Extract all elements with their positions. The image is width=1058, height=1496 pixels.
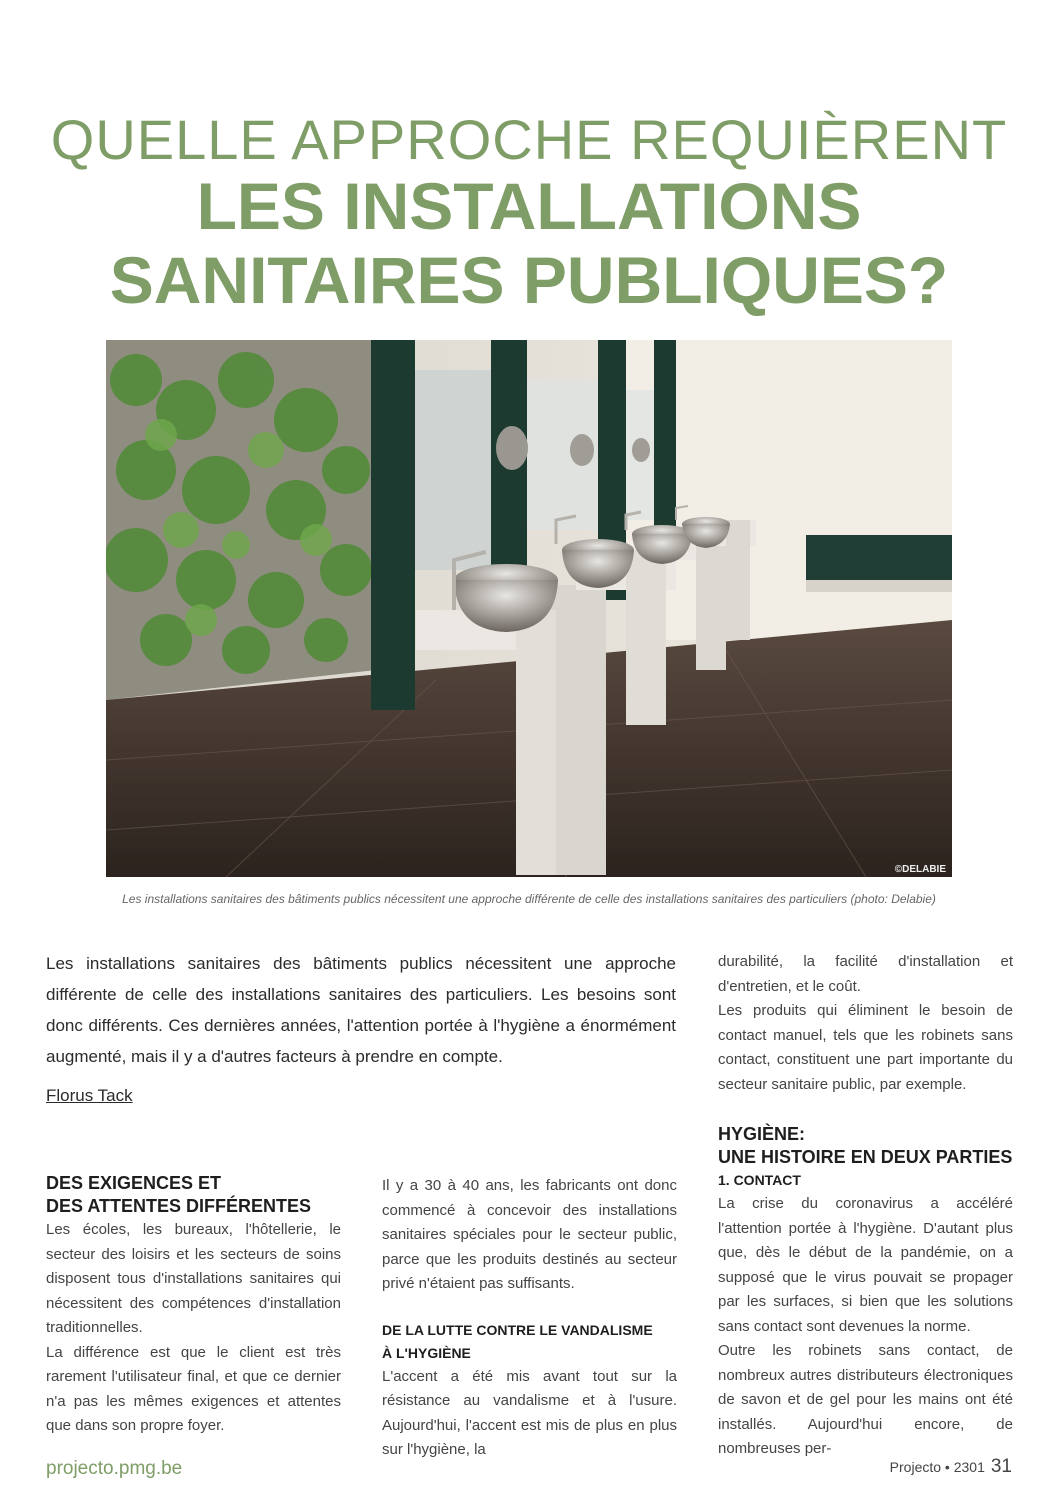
section-heading-line-1: HYGIÈNE: bbox=[718, 1124, 806, 1144]
page-footer bbox=[890, 1456, 1012, 1478]
article-intro: Les installations sanitaires des bâtiments publics nécessitent une approche différente de celle des installations sanitaires des particuliers. Les besoins sont donc différents. Ces dernières années, l'attention portée à l'hygiène a énormément augmenté, mais il y a d'autres facteurs à prendre en compte. bbox=[46, 954, 676, 1066]
title-line-2: LES INSTALLATIONS bbox=[196, 169, 862, 243]
subheading-line-1: DE LA LUTTE CONTRE LE VANDALISME bbox=[382, 1321, 653, 1338]
paragraph: La crise du coronavirus a accéléré l'attention portée à l'hygiène. D'autant plus que, dès le début de la pandémie, on a supposé que le virus pouvait se propager par les surfaces, si bien que les solutions sans contact sont devenues la norme. bbox=[718, 1195, 1013, 1335]
paragraph: L'accent a été mis avant tout sur la résistance au vandalisme et à l'usure. Aujourd'hui, l'accent est mis de plus en plus sur l'hygiène, la bbox=[382, 1367, 677, 1458]
paragraph: Il y a 30 à 40 ans, les fabricants ont donc commencé à concevoir des installations sanitaires spéciales pour le secteur public, parce que les produits destinés au secteur privé n'étaient pas suffisants. bbox=[382, 1177, 677, 1292]
subheading-line-2: À L'HYGIÈNE bbox=[382, 1344, 471, 1361]
paragraph: durabilité, la facilité d'installation et d'entretien, et le coût. bbox=[718, 953, 1013, 995]
photo-caption: Les installations sanitaires des bâtiments publics nécessitent une approche différente de celle des installations sanitaires des particuliers (photo: Delabie) bbox=[122, 892, 936, 906]
section-heading-line-2: UNE HISTOIRE EN DEUX PARTIES bbox=[718, 1147, 1013, 1167]
photo-credit: ©DELABIE bbox=[894, 864, 946, 875]
page-number: 31 bbox=[990, 1456, 1012, 1477]
column-1 bbox=[46, 1172, 341, 1439]
paragraph: La différence est que le client est très rarement l'utilisateur final, et que ce dernier n'a pas les mêmes exigences et attentes que dans son propre foyer. bbox=[46, 1343, 341, 1434]
paragraph: Les produits qui éliminent le besoin de contact manuel, tels que les robinets sans contact, constituent une part importante du secteur sanitaire public, par exemple. bbox=[718, 1002, 1013, 1093]
restroom-illustration bbox=[106, 340, 952, 877]
title-line-1: QUELLE APPROCHE REQUIÈRENT bbox=[50, 108, 1008, 171]
issue-label: Projecto • 2301 bbox=[889, 1459, 985, 1475]
column-2 bbox=[382, 1174, 677, 1463]
title-line-3: SANITAIRES PUBLIQUES? bbox=[109, 243, 949, 317]
section-heading-line-2: DES ATTENTES DIFFÉRENTES bbox=[46, 1196, 312, 1216]
article-photo bbox=[106, 340, 952, 877]
paragraph: Outre les robinets sans contact, de nombreux autres distributeurs électroniques de savon et de gel pour les mains ont été installés. Aujourd'hui encore, de nombreuses per- bbox=[718, 1342, 1013, 1457]
author-link[interactable]: Florus Tack bbox=[46, 1086, 133, 1105]
subheading: 1. CONTACT bbox=[718, 1172, 801, 1188]
paragraph: Les écoles, les bureaux, l'hôtellerie, le secteur des loisirs et les secteurs de soins disposent tous d'installations sanitaires qui nécessitent des compétences d'installation traditionnelles. bbox=[46, 1221, 341, 1336]
website-link[interactable]: projecto.pmg.be bbox=[46, 1458, 183, 1479]
column-3 bbox=[718, 950, 1013, 1462]
section-heading-line-1: DES EXIGENCES ET bbox=[46, 1173, 222, 1193]
